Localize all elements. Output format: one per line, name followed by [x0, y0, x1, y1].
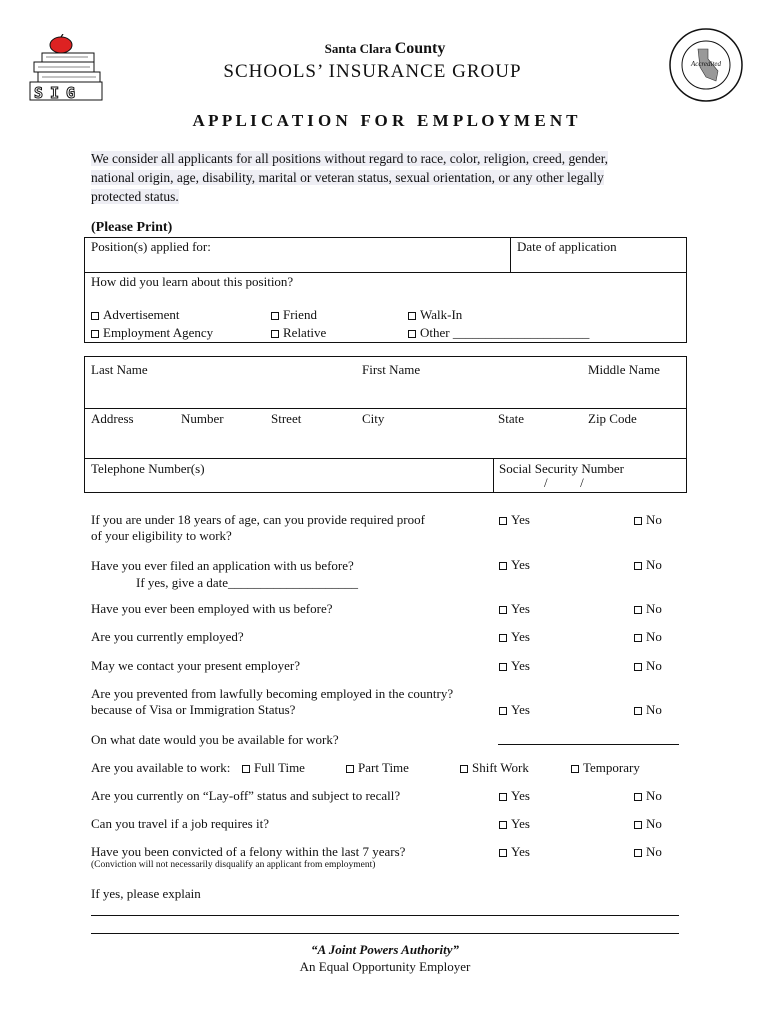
- no-label: No: [646, 788, 662, 803]
- checkbox-icon: [499, 562, 507, 570]
- checkbox-icon: [499, 663, 507, 671]
- availability-full-time[interactable]: [242, 760, 305, 776]
- checkbox-icon: [571, 765, 579, 773]
- question-under-18-line1: If you are under 18 years of age, can you provide required proof: [91, 512, 425, 527]
- intro-statement: [91, 149, 608, 206]
- no-label: No: [646, 557, 662, 572]
- question-filed-before-line2: If yes, give a date____________________: [136, 575, 359, 590]
- checkbox-icon: [271, 330, 279, 338]
- question-visa-status: [91, 686, 453, 718]
- checkbox-icon: [634, 606, 642, 614]
- option-relative[interactable]: [271, 325, 326, 341]
- number-label: Number: [181, 411, 224, 426]
- option-relative-label: Relative: [283, 325, 327, 340]
- date-of-application-field[interactable]: [517, 239, 617, 255]
- question-filed-before-line1: Have you ever filed an application with us before?: [91, 558, 354, 573]
- felony-no[interactable]: [634, 844, 662, 860]
- checkbox-icon: [91, 330, 99, 338]
- no-label: No: [646, 816, 662, 831]
- question-available-date: On what date would you be available for work?: [91, 732, 339, 747]
- visa-status-no[interactable]: [634, 702, 662, 718]
- lay-off-yes[interactable]: [499, 788, 530, 804]
- intro-line1: We consider all applicants for all positions without regard to race, color, religion, creed, gender,: [91, 151, 609, 166]
- full-time-label: Full Time: [254, 760, 305, 775]
- option-walkin[interactable]: [408, 307, 462, 323]
- question-currently-employed: Are you currently employed?: [91, 629, 244, 644]
- footer-eoe: An Equal Opportunity Employer: [299, 959, 471, 974]
- currently-employed-yes[interactable]: [499, 629, 530, 645]
- address-field[interactable]: [91, 411, 134, 427]
- question-felony-text: Have you been convicted of a felony within the last 7 years?: [91, 844, 406, 859]
- question-visa-status-line1: Are you prevented from lawfully becoming employed in the country?: [91, 686, 454, 701]
- footer-jpa: “A Joint Powers Authority”: [311, 942, 459, 957]
- availability-label: Are you available to work:: [91, 760, 231, 775]
- checkbox-icon: [499, 793, 507, 801]
- currently-employed-no[interactable]: [634, 629, 662, 645]
- option-advertisement[interactable]: [91, 307, 180, 323]
- travel-yes[interactable]: [499, 816, 530, 832]
- question-availability-type: [91, 760, 230, 776]
- filed-before-yes[interactable]: [499, 557, 530, 573]
- checkbox-icon: [634, 517, 642, 525]
- question-under-18: [91, 512, 425, 544]
- shift-work-label: Shift Work: [472, 760, 529, 775]
- temporary-label: Temporary: [583, 760, 640, 775]
- checkbox-icon: [634, 707, 642, 715]
- telephone-field[interactable]: [91, 461, 205, 477]
- telephone-label: Telephone Number(s): [91, 461, 205, 476]
- form-title: A P P L I C A T I O N F O R E M P L O Y M E N T: [192, 111, 578, 130]
- question-felony: [91, 844, 405, 870]
- checkbox-icon: [408, 330, 416, 338]
- last-name-label: Last Name: [91, 362, 148, 377]
- ssn-label: Social Security Number: [499, 461, 624, 476]
- felony-note: (Conviction will not necessarily disqualify an applicant from employment): [91, 860, 376, 870]
- explain-line-1[interactable]: [91, 915, 679, 916]
- availability-part-time[interactable]: [346, 760, 409, 776]
- available-date-field[interactable]: [498, 744, 679, 745]
- no-label: No: [646, 512, 662, 527]
- yes-label: Yes: [511, 557, 530, 572]
- middle-name-label: Middle Name: [588, 362, 660, 377]
- checkbox-icon: [634, 849, 642, 857]
- checkbox-icon: [499, 517, 507, 525]
- checkbox-icon: [634, 663, 642, 671]
- date-of-application-label: Date of application: [517, 239, 617, 254]
- checkbox-icon: [242, 765, 250, 773]
- yes-label: Yes: [511, 601, 530, 616]
- yes-label: Yes: [511, 816, 530, 831]
- checkbox-icon: [499, 707, 507, 715]
- part-time-label: Part Time: [358, 760, 409, 775]
- availability-shift-work[interactable]: [460, 760, 529, 776]
- cajpa-seal: [668, 27, 744, 103]
- option-other-label: Other _____________________: [420, 325, 590, 340]
- yes-label: Yes: [511, 658, 530, 673]
- checkbox-icon: [91, 312, 99, 320]
- yes-label: Yes: [511, 788, 530, 803]
- option-other[interactable]: [408, 325, 589, 341]
- intro-line3: protected status.: [91, 189, 179, 204]
- org-name-line2: SCHOOLS’ INSURANCE GROUP: [223, 61, 522, 82]
- org-name-line1: [0, 40, 770, 58]
- checkbox-icon: [499, 634, 507, 642]
- seal-center: Accredited: [690, 60, 722, 68]
- no-label: No: [646, 702, 662, 717]
- travel-no[interactable]: [634, 816, 662, 832]
- option-employment-agency-label: Employment Agency: [103, 325, 214, 340]
- yes-label: Yes: [511, 512, 530, 527]
- learn-label: How did you learn about this position?: [91, 274, 294, 289]
- employed-with-us-no[interactable]: [634, 601, 662, 617]
- please-print: (Please Print): [91, 220, 173, 235]
- ssn-separators: / /: [544, 475, 584, 490]
- filed-before-no[interactable]: [634, 557, 662, 573]
- checkbox-icon: [499, 606, 507, 614]
- question-contact-employer: May we contact your present employer?: [91, 658, 301, 673]
- no-label: No: [646, 629, 662, 644]
- question-lay-off: Are you currently on “Lay-off” status and subject to recall?: [91, 788, 401, 803]
- checkbox-icon: [634, 793, 642, 801]
- checkbox-icon: [634, 634, 642, 642]
- option-friend[interactable]: [271, 307, 317, 323]
- checkbox-icon: [499, 821, 507, 829]
- address-label: Address: [91, 411, 134, 426]
- checkbox-icon: [634, 821, 642, 829]
- checkbox-icon: [271, 312, 279, 320]
- checkbox-icon: [634, 562, 642, 570]
- visa-status-yes[interactable]: [499, 702, 530, 718]
- org-name-b: County: [394, 40, 446, 57]
- under-18-no[interactable]: [634, 512, 662, 528]
- employed-with-us-yes[interactable]: [499, 601, 530, 617]
- state-label: State: [498, 411, 524, 426]
- intro-line2: national origin, age, disability, marital or veteran status, sexual orientation, or any other legally: [91, 170, 604, 185]
- question-filed-before: [91, 557, 358, 591]
- explain-line-2[interactable]: [91, 933, 679, 934]
- org-name-a: Santa Clara: [324, 41, 392, 56]
- no-label: No: [646, 601, 662, 616]
- yes-label: Yes: [511, 702, 530, 717]
- question-under-18-line2: of your eligibility to work?: [91, 528, 232, 543]
- yes-label: Yes: [511, 629, 530, 644]
- felony-yes[interactable]: [499, 844, 530, 860]
- sig-logo-text: SIG: [34, 84, 83, 102]
- contact-employer-no[interactable]: [634, 658, 662, 674]
- position-label: Position(s) applied for:: [91, 239, 211, 254]
- checkbox-icon: [408, 312, 416, 320]
- no-label: No: [646, 658, 662, 673]
- option-employment-agency[interactable]: [91, 325, 213, 341]
- question-employed-with-us: Have you ever been employed with us before?: [91, 601, 333, 616]
- explain-label: If yes, please explain: [91, 886, 201, 901]
- contact-employer-yes[interactable]: [499, 658, 530, 674]
- no-label: No: [646, 844, 662, 859]
- middle-name-field[interactable]: [588, 362, 660, 378]
- yes-label: Yes: [511, 844, 530, 859]
- option-walkin-label: Walk-In: [420, 307, 463, 322]
- city-label: City: [362, 411, 385, 426]
- lay-off-no[interactable]: [634, 788, 662, 804]
- first-name-label: First Name: [362, 362, 421, 377]
- first-name-field[interactable]: [362, 362, 420, 378]
- checkbox-icon: [499, 849, 507, 857]
- question-visa-status-line2: because of Visa or Immigration Status?: [91, 702, 296, 717]
- option-friend-label: Friend: [283, 307, 317, 322]
- option-advertisement-label: Advertisement: [103, 307, 180, 322]
- ssn-field[interactable]: [499, 461, 624, 489]
- street-label: Street: [271, 411, 302, 426]
- availability-temporary[interactable]: [571, 760, 640, 776]
- position-field[interactable]: [91, 239, 211, 255]
- zip-label: Zip Code: [588, 411, 637, 426]
- checkbox-icon: [460, 765, 468, 773]
- question-travel: Can you travel if a job requires it?: [91, 816, 269, 831]
- checkbox-icon: [346, 765, 354, 773]
- under-18-yes[interactable]: [499, 512, 530, 528]
- last-name-field[interactable]: [91, 362, 148, 378]
